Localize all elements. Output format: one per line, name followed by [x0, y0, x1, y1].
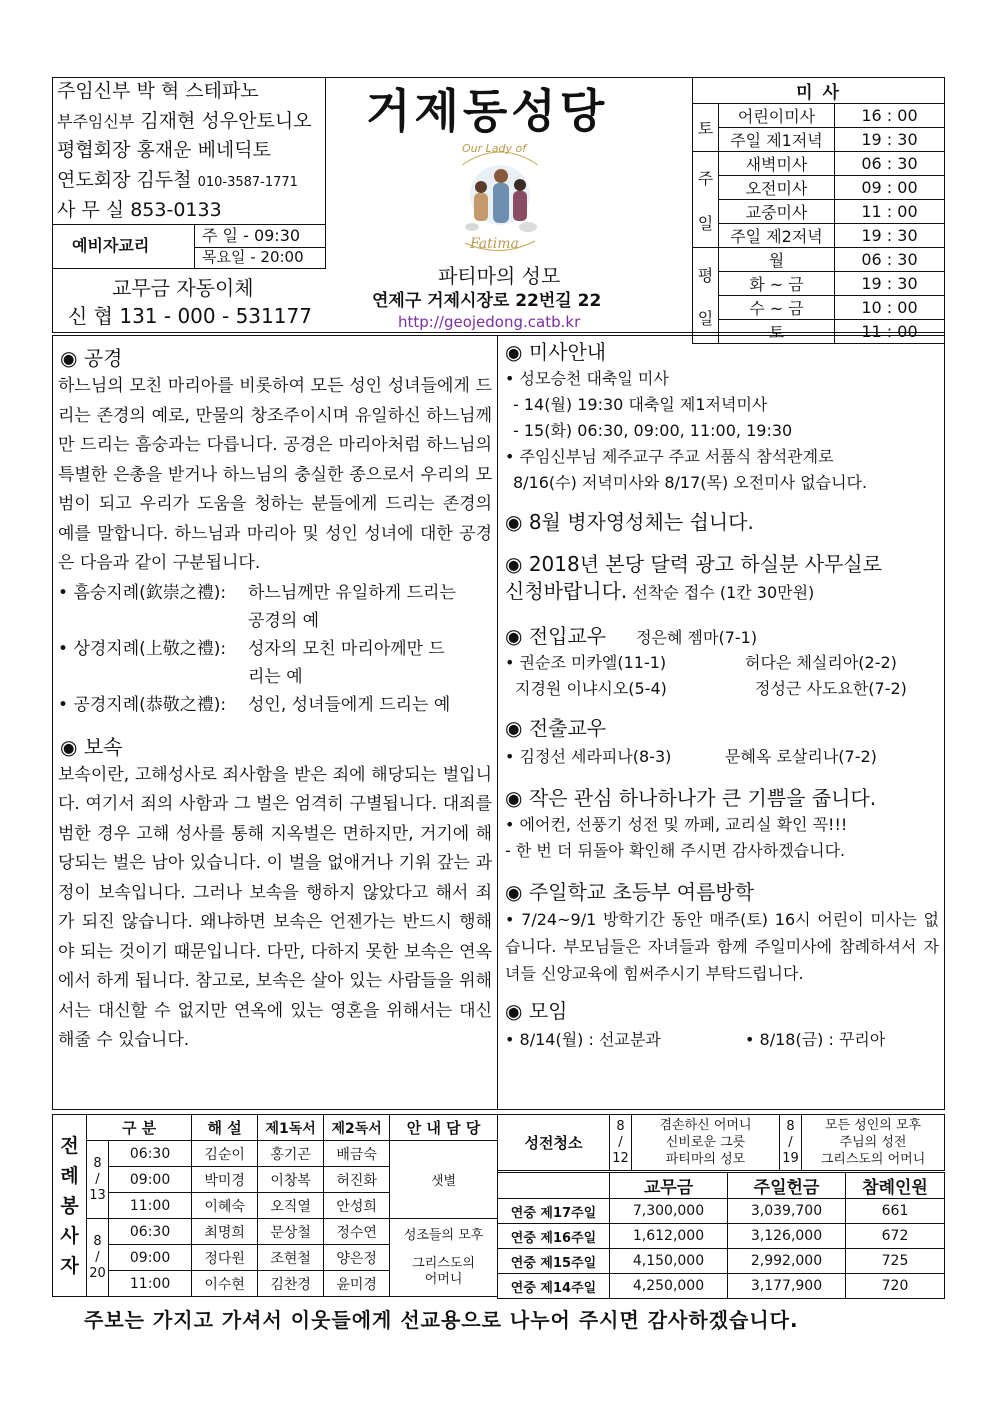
col-header: 안 내 담 당 [390, 1115, 498, 1141]
attention-line: • 에어컨, 선풍기 성전 및 까페, 교리실 확인 꼭!!! [505, 812, 939, 838]
table-row: 연중 제16주일 1,612,000 3,126,000 672 [498, 1224, 945, 1249]
list-item: • 상경지례(上敬之禮): 성자의 모친 마리아께만 드 리는 예 [58, 635, 492, 691]
table-cell: 김순이 [192, 1141, 258, 1167]
table-cell: 정다원 [192, 1245, 258, 1271]
mass-name: 새벽미사 [719, 152, 835, 176]
calendar-line: 신청바랍니다. [505, 579, 628, 603]
attention-line: - 한 번 더 뒤돌아 확인해 주시면 감사하겠습니다. [505, 841, 846, 860]
table-cell: 06:30 [109, 1141, 192, 1167]
veneration-list [58, 579, 492, 719]
website-link[interactable]: http://geojedong.catb.kr [398, 313, 581, 331]
table-cell: 배금숙 [324, 1141, 390, 1167]
sick-communion: ◉ 8월 병자영성체는 쉽니다. [505, 512, 939, 532]
penance-body: 보속이란, 고해성사로 죄사함을 받은 죄에 해당되는 벌입니다. 여기서 죄의 사함과 그 벌은 엄격히 구별됩니다. 대죄를 범한 경우 고해 성사를 통해 지옥벌은 면하지만, 거기에 해당되는 벌은 남아 있습니다. 이 벌을 없애거나 기워 갚는 과정이 보속입니다. 그러나 보속을 행하지 않았다고 해서 죄가 되진 않습니다. 왜냐하면 보속은 언젠가는 반드시 행해야 되는 것이기 때문입니다. 다만, 다하지 못한 보속은 연옥에서 하게 됩니다. 참고로, 보속은 살아 있는 사람들을 위해서는 대신할 수 없지만 연옥에 있는 영혼을 위해서는 대신해줄 수 있습니다. [58, 764, 492, 1050]
mass-day-sat: 토 [693, 104, 719, 152]
finance-table [497, 1172, 945, 1299]
summer-body: • 7/24~9/1 방학기간 동안 매주(토) 16시 어린이 미사는 없습니다. 부모님들은 자녀들과 함께 주일미사에 참례하셔서 자녀들 신앙교육에 힘써주시기 부탁드립니다. [505, 906, 939, 987]
meeting-title: ◉ 모임 [505, 1001, 939, 1021]
address: 연제구 거제시장로 22번길 22 [372, 291, 602, 311]
list-item: • 8/14(월) : 선교분과 • 8/18(금) : 꾸리아 [505, 1027, 939, 1053]
right-column [505, 342, 939, 1053]
transfer-in-title: ◉ 전입교우 [505, 624, 606, 648]
liturgy-service-table [52, 1114, 498, 1297]
transfer-in-name: 정은혜 젬마(7-1) [636, 628, 758, 647]
mass-time: 16 : 00 [835, 104, 945, 128]
table-row: 연중 제17주일 7,300,000 3,039,700 661 [498, 1199, 945, 1224]
notice-line: - 14(월) 19:30 대축일 제1저녁미사 [513, 395, 768, 414]
mass-name: 교중미사 [719, 200, 835, 224]
summer-title: ◉ 주일학교 초등부 여름방학 [505, 882, 939, 902]
left-column [58, 348, 492, 1056]
col-header: 교무금 [610, 1173, 728, 1199]
mass-time: 11 : 00 [835, 320, 945, 344]
table-cell: 06:30 [109, 1219, 192, 1245]
veneration-title: ◉ 공경 [60, 348, 492, 368]
mass-title: 미 사 [693, 78, 945, 104]
list-item: 지경원 이냐시오(5-4) 정성근 사도요한(7-2) [515, 679, 907, 698]
mass-name: 어린이미사 [719, 104, 835, 128]
mass-time: 06 : 30 [835, 152, 945, 176]
notice-line: • 주임신부님 제주교구 주교 서품식 참석관계로 [505, 447, 834, 466]
table-cell: 조현철 [258, 1245, 324, 1271]
calendar-note: 선착순 접수 (1칸 30만원) [632, 583, 815, 602]
patron-name: 파티마의 성모 [438, 264, 561, 288]
service-date: 8 / 20 [87, 1219, 109, 1297]
list-item: • 공경지례(恭敬之禮): 성인, 성녀들에게 드리는 예 [58, 691, 492, 719]
donation-account: 신 협 131 - 000 - 531177 [68, 304, 312, 328]
table-cell: 김찬경 [258, 1271, 324, 1297]
mass-notice-title: ◉ 미사안내 [505, 342, 939, 362]
table-cell: 이혜숙 [192, 1193, 258, 1219]
cleaning-date: 8 / 12 [610, 1115, 632, 1171]
mass-name: 오전미사 [719, 176, 835, 200]
col-header: 구 분 [87, 1115, 192, 1141]
attention-title: ◉ 작은 관심 하나하나가 큰 기쁨을 줍니다. [505, 788, 939, 808]
cleaning-groups: 겸손하신 어머니 신비로운 그릇 파티마의 성모 [632, 1115, 780, 1171]
notice-line: • 성모승천 대축일 미사 [505, 366, 939, 392]
mass-time: 06 : 30 [835, 248, 945, 272]
parish-name: 거제동성당 [366, 84, 609, 138]
table-row: 연중 제15주일 4,150,000 2,992,000 725 [498, 1249, 945, 1274]
cleaning-date: 8 / 19 [780, 1115, 802, 1171]
logo-text-bottom: Fatima [470, 236, 519, 252]
service-date: 8 / 13 [87, 1141, 109, 1219]
col-header: 참례인원 [846, 1173, 945, 1199]
table-cell: 09:00 [109, 1245, 192, 1271]
table-cell: 오직열 [258, 1193, 324, 1219]
table-cell: 허진화 [324, 1167, 390, 1193]
table-cell: 11:00 [109, 1271, 192, 1297]
catechism-box [52, 225, 326, 269]
footer-note: 주보는 가지고 가셔서 이웃들에게 선교용으로 나누어 주시면 감사하겠습니다. [84, 1308, 799, 1332]
mass-name: 주일 제1저녁 [719, 128, 835, 152]
veneration-body: 하느님의 모친 마리아를 비롯하여 모든 성인 성녀들에게 드리는 존경의 예로, 만물의 창조주이시며 유일하신 하느님께만 드리는 흠숭과는 다릅니다. 공경은 마리아처럼 하느님의 특별한 은총을 받거나 하느님의 충실한 종으로서 우리의 모범이 되고 우리가 도움을 청하는 분들에게 드리는 존경의 예를 말합니다. 하느님과 마리아 및 성인 성녀에 대한 공경은 다음과 같이 구분됩니다. [58, 376, 492, 573]
cleaning-groups: 모든 성인의 모후 주님의 성전 그리스도의 어머니 [802, 1115, 945, 1171]
guide-cell: 성조들의 모후 그리스도의 어머니 [390, 1219, 498, 1297]
mass-name: 월 [719, 248, 835, 272]
table-cell: 이창복 [258, 1167, 324, 1193]
mass-name: 화 ~ 금 [719, 272, 835, 296]
mass-name: 주일 제2저녁 [719, 224, 835, 248]
mass-time: 19 : 30 [835, 272, 945, 296]
staff-memorial: 연도회장 김두철 010-3587-1771 [57, 169, 298, 191]
table-cell: 안성희 [324, 1193, 390, 1219]
cleaning-table [497, 1114, 945, 1171]
mass-name: 토 [719, 320, 835, 344]
service-label: 전 례 봉 사 자 [53, 1115, 87, 1297]
catechism-sunday: 주 일 - 09:30 [202, 226, 301, 245]
cleaning-label: 성전청소 [498, 1115, 610, 1171]
table-row: 연중 제14주일 4,250,000 3,177,900 720 [498, 1274, 945, 1299]
catechism-label: 예비자교리 [72, 236, 150, 255]
table-cell: 정수연 [324, 1219, 390, 1245]
transfer-out-title: ◉ 전출교우 [505, 718, 939, 738]
mass-time: 19 : 30 [835, 224, 945, 248]
col-header: 주일헌금 [728, 1173, 846, 1199]
col-header: 제2독서 [324, 1115, 390, 1141]
col-header: 제1독서 [258, 1115, 324, 1141]
staff-council: 평협회장 홍재운 베네딕토 [57, 139, 271, 161]
donation-title: 교무금 자동이체 [112, 276, 254, 300]
table-cell: 09:00 [109, 1167, 192, 1193]
mass-time: 09 : 00 [835, 176, 945, 200]
table-cell: 11:00 [109, 1193, 192, 1219]
logo-text-top: Our Lady of [462, 142, 527, 155]
mass-time: 10 : 00 [835, 296, 945, 320]
notice-line: - 15(화) 06:30, 09:00, 11:00, 19:30 [513, 421, 793, 440]
penance-title: ◉ 보속 [60, 737, 492, 757]
table-cell: 최명희 [192, 1219, 258, 1245]
table-cell: 윤미경 [324, 1271, 390, 1297]
mass-day-weekday: 평 일 [693, 248, 719, 344]
list-item: • 흠숭지례(欽崇之禮): 하느님께만 유일하게 드리는 공경의 예 [58, 579, 492, 635]
table-cell: 박미경 [192, 1167, 258, 1193]
staff-pastor: 주임신부 박 혁 스테파노 [57, 80, 259, 102]
col-header: 해 설 [192, 1115, 258, 1141]
notice-line: 8/16(수) 저녁미사와 8/17(목) 오전미사 없습니다. [513, 473, 868, 492]
list-item: • 권순조 미카엘(11-1) 허다은 체실리아(2-2) [505, 650, 939, 676]
table-cell: 문상철 [258, 1219, 324, 1245]
table-cell: 양은정 [324, 1245, 390, 1271]
mass-name: 수 ~ 금 [719, 296, 835, 320]
table-cell: 홍기곤 [258, 1141, 324, 1167]
mass-day-sun: 주 일 [693, 152, 719, 248]
list-item: • 김정선 세라피나(8-3) 문혜옥 로살리나(7-2) [505, 744, 939, 770]
staff-list [52, 77, 326, 225]
mass-time: 11 : 00 [835, 200, 945, 224]
calendar-notice: ◉ 2018년 본당 달력 광고 하실분 사무실로 [505, 554, 939, 574]
mass-schedule [692, 77, 945, 344]
catechism-thursday: 목요일 - 20:00 [202, 248, 304, 266]
table-cell: 이수현 [192, 1271, 258, 1297]
staff-assistant: 부주임신부 김재현 성우안토니오 [57, 110, 312, 132]
mass-time: 19 : 30 [835, 128, 945, 152]
staff-office: 사 무 실 853-0133 [57, 199, 222, 221]
guide-cell: 샛별 [390, 1141, 498, 1219]
